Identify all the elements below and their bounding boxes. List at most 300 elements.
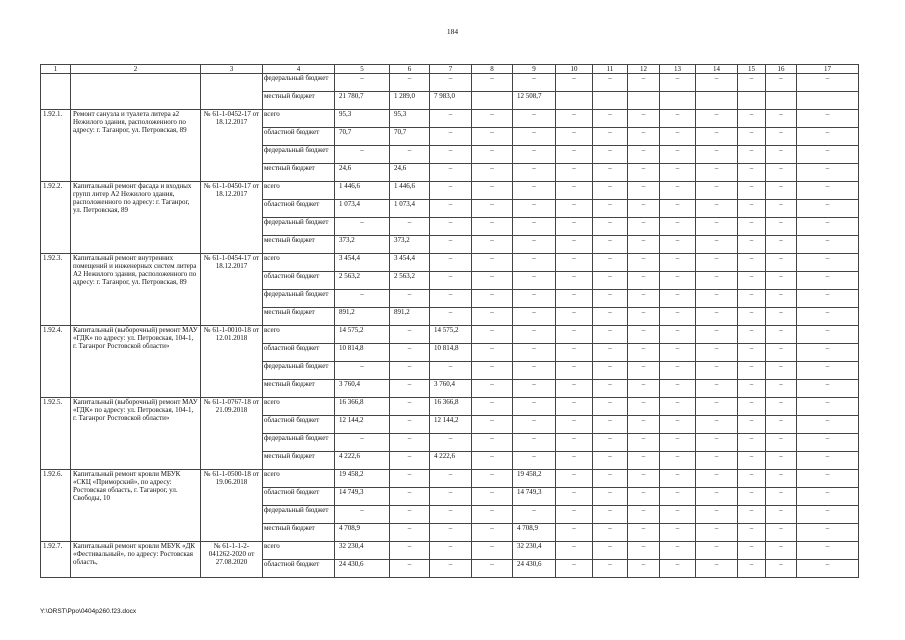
value-cell: 95,3 (390, 110, 430, 128)
value-cell: – (628, 380, 660, 398)
column-number: 5 (335, 65, 390, 74)
value-cell: 19 458,2 (335, 470, 390, 488)
value-cell: – (390, 218, 430, 236)
value-cell: – (660, 506, 696, 524)
value-cell: – (556, 164, 593, 182)
value-cell: – (628, 542, 660, 560)
value-cell: – (628, 560, 660, 578)
value-cell: – (390, 290, 430, 308)
value-cell: – (738, 362, 766, 380)
value-cell: 3 454,4 (335, 254, 390, 272)
value-cell: 891,2 (390, 308, 430, 326)
budget-source-label: всего (263, 254, 335, 272)
value-cell: – (556, 146, 593, 164)
value-cell: – (472, 128, 513, 146)
value-cell: – (696, 236, 738, 254)
value-cell: – (766, 308, 797, 326)
value-cell: – (738, 74, 766, 92)
value-cell: 2 563,2 (390, 272, 430, 290)
expertise-reference: № 61-1-0500-18 от 19.06.2018 (201, 470, 263, 542)
table-row (41, 470, 859, 488)
value-cell: 891,2 (335, 308, 390, 326)
value-cell: – (593, 434, 628, 452)
column-number: 1 (41, 65, 71, 74)
value-cell: – (390, 506, 430, 524)
value-cell: – (513, 236, 556, 254)
value-cell: – (390, 470, 430, 488)
value-cell: – (738, 164, 766, 182)
value-cell: – (660, 416, 696, 434)
value-cell: – (696, 110, 738, 128)
value-cell: – (513, 308, 556, 326)
value-cell: – (660, 146, 696, 164)
value-cell: – (660, 74, 696, 92)
value-cell: – (797, 362, 859, 380)
value-cell: – (430, 434, 472, 452)
value-cell: – (556, 74, 593, 92)
expertise-reference (201, 74, 263, 110)
budget-source-label: всего (263, 398, 335, 416)
value-cell: – (593, 254, 628, 272)
value-cell: – (513, 74, 556, 92)
value-cell: – (593, 380, 628, 398)
value-cell: – (593, 452, 628, 470)
value-cell: – (628, 344, 660, 362)
value-cell: 3 454,4 (390, 254, 430, 272)
value-cell: 21 780,7 (335, 92, 390, 110)
budget-source-label: областной бюджет (263, 488, 335, 506)
value-cell: – (513, 272, 556, 290)
value-cell: – (628, 362, 660, 380)
value-cell: – (766, 560, 797, 578)
table-row (41, 74, 859, 92)
value-cell: – (797, 164, 859, 182)
value-cell: 14 575,2 (335, 326, 390, 344)
value-cell: – (593, 326, 628, 344)
budget-source-label: федеральный бюджет (263, 434, 335, 452)
value-cell: – (766, 524, 797, 542)
value-cell: – (472, 560, 513, 578)
expertise-reference: № 61-1-0010-18 от 12.01.2018 (201, 326, 263, 398)
value-cell: – (766, 434, 797, 452)
value-cell: – (660, 110, 696, 128)
value-cell: – (593, 236, 628, 254)
value-cell: – (738, 416, 766, 434)
value-cell: – (797, 236, 859, 254)
value-cell: – (593, 488, 628, 506)
value-cell: – (766, 164, 797, 182)
value-cell: – (628, 218, 660, 236)
value-cell: – (766, 398, 797, 416)
value-cell: 95,3 (335, 110, 390, 128)
value-cell: – (766, 506, 797, 524)
value-cell: – (430, 218, 472, 236)
value-cell: – (430, 506, 472, 524)
value-cell: – (628, 524, 660, 542)
value-cell: – (660, 344, 696, 362)
value-cell: – (738, 542, 766, 560)
value-cell: – (472, 506, 513, 524)
value-cell: – (390, 434, 430, 452)
value-cell: – (335, 218, 390, 236)
value-cell: – (797, 524, 859, 542)
value-cell: – (766, 200, 797, 218)
value-cell: – (593, 164, 628, 182)
value-cell (766, 92, 797, 110)
item-name: Ремонт санузла и туалета литера а2 Нежилого здания, расположенного по адресу: г. Таганрог, ул. Петровская, 89 (71, 110, 201, 182)
value-cell (628, 92, 660, 110)
value-cell: – (556, 506, 593, 524)
value-cell: – (335, 74, 390, 92)
item-number: 1.92.3. (41, 254, 71, 326)
value-cell: – (738, 452, 766, 470)
column-number: 12 (628, 65, 660, 74)
value-cell: – (766, 290, 797, 308)
budget-source-label: местный бюджет (263, 452, 335, 470)
value-cell: – (513, 416, 556, 434)
item-name: Капитальный ремонт внутренних помещений и инженерных систем литера А2 Нежилого здания, расположенного по адресу: г. Таганрог, ул. Петровская, 89 (71, 254, 201, 326)
value-cell: – (593, 560, 628, 578)
value-cell: – (797, 326, 859, 344)
value-cell: 10 814,8 (335, 344, 390, 362)
value-cell: – (797, 110, 859, 128)
value-cell: – (628, 272, 660, 290)
value-cell: – (513, 344, 556, 362)
value-cell: – (766, 110, 797, 128)
value-cell: – (696, 488, 738, 506)
value-cell: – (766, 380, 797, 398)
value-cell: – (797, 344, 859, 362)
item-name (71, 74, 201, 110)
value-cell: 12 144,2 (430, 416, 472, 434)
budget-source-label: местный бюджет (263, 236, 335, 254)
value-cell: – (738, 182, 766, 200)
value-cell: – (593, 200, 628, 218)
value-cell: – (696, 272, 738, 290)
value-cell: – (430, 128, 472, 146)
value-cell: – (696, 218, 738, 236)
value-cell: – (513, 182, 556, 200)
value-cell: – (660, 542, 696, 560)
column-number: 9 (513, 65, 556, 74)
value-cell: – (430, 290, 472, 308)
value-cell: – (660, 524, 696, 542)
value-cell: – (430, 362, 472, 380)
value-cell: – (390, 542, 430, 560)
value-cell: – (472, 272, 513, 290)
value-cell: – (766, 326, 797, 344)
value-cell: – (628, 416, 660, 434)
value-cell: – (660, 380, 696, 398)
value-cell: – (696, 74, 738, 92)
value-cell: – (430, 182, 472, 200)
value-cell: – (660, 452, 696, 470)
value-cell: – (430, 542, 472, 560)
value-cell: – (390, 416, 430, 434)
value-cell: – (513, 326, 556, 344)
value-cell: – (696, 416, 738, 434)
column-number: 8 (472, 65, 513, 74)
column-number: 16 (766, 65, 797, 74)
value-cell: – (556, 290, 593, 308)
value-cell: – (797, 200, 859, 218)
value-cell: – (593, 398, 628, 416)
value-cell: – (430, 488, 472, 506)
value-cell: – (335, 290, 390, 308)
value-cell: – (513, 200, 556, 218)
value-cell: – (696, 308, 738, 326)
table-row (41, 254, 859, 272)
value-cell: – (660, 236, 696, 254)
value-cell: – (628, 452, 660, 470)
budget-source-label: местный бюджет (263, 92, 335, 110)
value-cell (797, 92, 859, 110)
value-cell: – (766, 218, 797, 236)
budget-source-label: областной бюджет (263, 344, 335, 362)
value-cell: – (556, 272, 593, 290)
value-cell: – (430, 524, 472, 542)
value-cell: – (430, 254, 472, 272)
column-number: 2 (71, 65, 201, 74)
value-cell: – (628, 470, 660, 488)
value-cell: – (797, 488, 859, 506)
value-cell: – (430, 110, 472, 128)
value-cell: – (593, 182, 628, 200)
value-cell: 32 230,4 (513, 542, 556, 560)
value-cell: – (738, 470, 766, 488)
value-cell: 12 144,2 (335, 416, 390, 434)
value-cell: – (738, 434, 766, 452)
value-cell: – (660, 470, 696, 488)
column-number: 17 (797, 65, 859, 74)
value-cell: – (593, 524, 628, 542)
value-cell: 2 563,2 (335, 272, 390, 290)
column-number: 6 (390, 65, 430, 74)
value-cell: – (696, 254, 738, 272)
value-cell: – (766, 182, 797, 200)
table-row (41, 398, 859, 416)
value-cell: – (696, 164, 738, 182)
value-cell: – (390, 524, 430, 542)
value-cell: – (513, 290, 556, 308)
value-cell (660, 92, 696, 110)
value-cell: – (628, 398, 660, 416)
value-cell: – (556, 236, 593, 254)
value-cell: – (472, 542, 513, 560)
value-cell: – (390, 560, 430, 578)
value-cell (738, 92, 766, 110)
item-number: 1.92.7. (41, 542, 71, 578)
value-cell: – (660, 272, 696, 290)
page-number: 184 (446, 27, 459, 36)
value-cell: – (593, 128, 628, 146)
budget-source-label: областной бюджет (263, 272, 335, 290)
value-cell: – (766, 542, 797, 560)
value-cell: – (335, 434, 390, 452)
value-cell: – (660, 254, 696, 272)
value-cell: – (472, 380, 513, 398)
table-row (41, 110, 859, 128)
value-cell: – (628, 488, 660, 506)
value-cell: – (430, 74, 472, 92)
expertise-reference: № 61-1-1-2-041262-2020 от 27.08.2020 (201, 542, 263, 578)
value-cell: – (738, 506, 766, 524)
column-number: 14 (696, 65, 738, 74)
budget-source-label: федеральный бюджет (263, 218, 335, 236)
value-cell (556, 92, 593, 110)
column-number: 4 (263, 65, 335, 74)
value-cell: – (556, 380, 593, 398)
value-cell: – (738, 326, 766, 344)
value-cell: – (472, 146, 513, 164)
value-cell: – (660, 326, 696, 344)
value-cell: 4 222,6 (335, 452, 390, 470)
item-name: Капитальный (выборочный) ремонт МАУ «ГДК» по адресу: ул. Петровская, 104-1, г. Таганрог Ростовской области» (71, 326, 201, 398)
value-cell: 1 073,4 (390, 200, 430, 218)
value-cell: – (797, 542, 859, 560)
value-cell: – (472, 362, 513, 380)
value-cell: – (766, 272, 797, 290)
value-cell: – (797, 254, 859, 272)
value-cell: – (556, 344, 593, 362)
value-cell: – (472, 200, 513, 218)
value-cell: – (513, 146, 556, 164)
value-cell: – (513, 110, 556, 128)
item-name: Капитальный ремонт кровли МБУК «СКЦ «Приморский», по адресу: Ростовская область, г. Таганрог, ул. Свободы, 10 (71, 470, 201, 542)
value-cell: – (556, 254, 593, 272)
value-cell: – (513, 452, 556, 470)
budget-source-label: местный бюджет (263, 308, 335, 326)
value-cell: – (660, 182, 696, 200)
value-cell: – (660, 398, 696, 416)
value-cell: – (390, 362, 430, 380)
value-cell: – (390, 74, 430, 92)
value-cell: – (593, 344, 628, 362)
value-cell: – (738, 272, 766, 290)
value-cell: – (766, 452, 797, 470)
value-cell: 16 366,8 (335, 398, 390, 416)
value-cell: – (472, 182, 513, 200)
value-cell: – (797, 416, 859, 434)
value-cell: – (390, 326, 430, 344)
value-cell: – (556, 308, 593, 326)
value-cell: – (660, 308, 696, 326)
value-cell: – (696, 362, 738, 380)
item-number: 1.92.6. (41, 470, 71, 542)
value-cell: – (556, 416, 593, 434)
value-cell: – (472, 326, 513, 344)
value-cell: – (390, 146, 430, 164)
value-cell: – (472, 164, 513, 182)
value-cell: – (430, 560, 472, 578)
value-cell: 14 575,2 (430, 326, 472, 344)
value-cell: – (472, 290, 513, 308)
value-cell: – (660, 128, 696, 146)
value-cell: 7 983,0 (430, 92, 472, 110)
budget-table (40, 64, 859, 578)
value-cell: – (628, 182, 660, 200)
value-cell: – (472, 236, 513, 254)
value-cell: – (696, 200, 738, 218)
column-number-row (41, 65, 859, 74)
value-cell: – (556, 434, 593, 452)
value-cell: – (513, 380, 556, 398)
value-cell: – (430, 164, 472, 182)
value-cell: – (797, 272, 859, 290)
table-row (41, 326, 859, 344)
value-cell: 4 708,9 (513, 524, 556, 542)
value-cell: – (472, 416, 513, 434)
budget-source-label: всего (263, 110, 335, 128)
value-cell: – (556, 452, 593, 470)
budget-source-label: всего (263, 542, 335, 560)
value-cell: 24 430,6 (513, 560, 556, 578)
value-cell: – (430, 470, 472, 488)
value-cell: – (556, 218, 593, 236)
item-name: Капитальный (выборочный) ремонт МАУ «ГДК» по адресу: ул. Петровская, 104-1, г. Таганрог Ростовской области» (71, 398, 201, 470)
value-cell: – (696, 344, 738, 362)
value-cell: 12 508,7 (513, 92, 556, 110)
value-cell: – (797, 218, 859, 236)
value-cell: – (390, 380, 430, 398)
value-cell: – (738, 254, 766, 272)
budget-source-label: федеральный бюджет (263, 74, 335, 92)
value-cell: – (696, 434, 738, 452)
value-cell: – (738, 488, 766, 506)
value-cell: – (766, 128, 797, 146)
value-cell: 373,2 (390, 236, 430, 254)
value-cell: – (628, 128, 660, 146)
budget-source-label: местный бюджет (263, 524, 335, 542)
budget-source-label: федеральный бюджет (263, 362, 335, 380)
budget-source-label: федеральный бюджет (263, 146, 335, 164)
value-cell: – (797, 398, 859, 416)
value-cell: – (593, 74, 628, 92)
value-cell: – (797, 470, 859, 488)
value-cell: – (593, 362, 628, 380)
value-cell: – (593, 308, 628, 326)
value-cell: – (390, 452, 430, 470)
value-cell: – (766, 344, 797, 362)
value-cell: – (556, 542, 593, 560)
column-number: 13 (660, 65, 696, 74)
value-cell: – (696, 182, 738, 200)
value-cell (472, 92, 513, 110)
value-cell: – (472, 254, 513, 272)
value-cell: – (593, 416, 628, 434)
value-cell: – (513, 434, 556, 452)
value-cell: 4 708,9 (335, 524, 390, 542)
budget-source-label: федеральный бюджет (263, 290, 335, 308)
value-cell: – (797, 146, 859, 164)
value-cell: – (628, 200, 660, 218)
value-cell: – (390, 488, 430, 506)
column-number: 15 (738, 65, 766, 74)
value-cell: 24,6 (335, 164, 390, 182)
value-cell: – (593, 506, 628, 524)
value-cell: – (797, 290, 859, 308)
value-cell: – (335, 146, 390, 164)
value-cell: – (738, 290, 766, 308)
value-cell: – (766, 236, 797, 254)
value-cell: – (556, 362, 593, 380)
value-cell: 32 230,4 (335, 542, 390, 560)
value-cell: – (556, 128, 593, 146)
value-cell: 373,2 (335, 236, 390, 254)
item-number: 1.92.5. (41, 398, 71, 470)
item-number: 1.92.4. (41, 326, 71, 398)
column-number: 11 (593, 65, 628, 74)
